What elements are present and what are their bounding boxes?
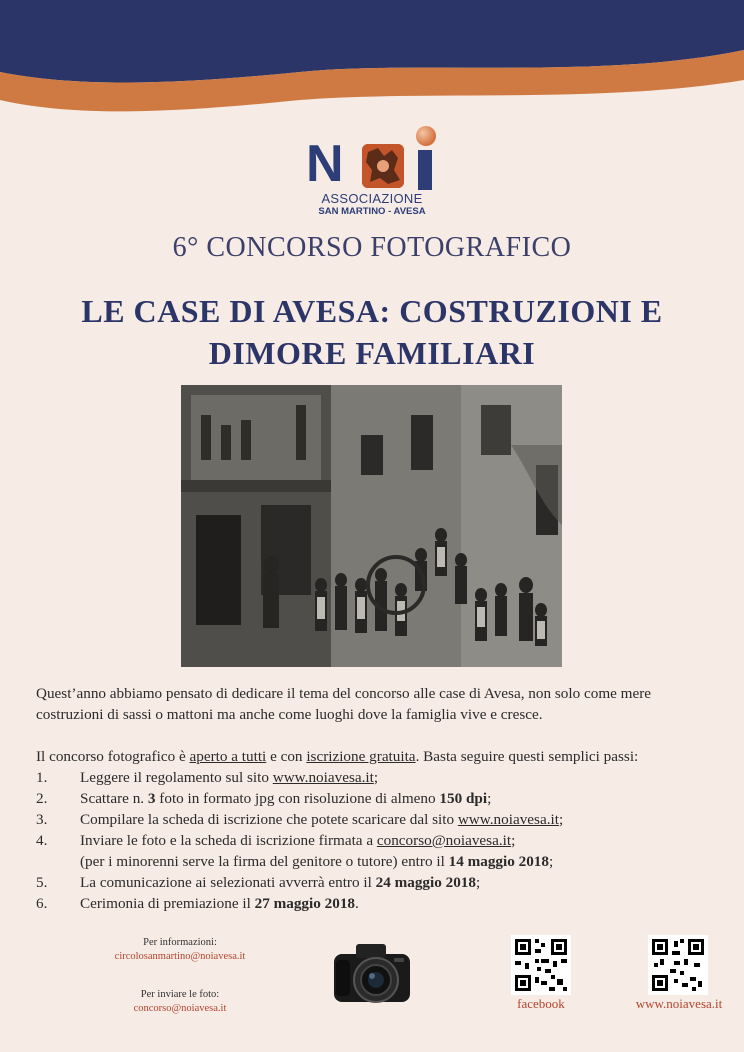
step-item <box>36 767 726 788</box>
step-punct: ; <box>558 811 564 828</box>
selection-date: 24 maggio 2018 <box>375 874 476 891</box>
step-number: 2. <box>36 790 48 807</box>
header-wave-decoration <box>0 0 744 125</box>
step-text: (per i minorenni serve la firma del genitore o tutore) entro il <box>80 853 449 870</box>
steps-list <box>36 767 726 914</box>
step-item <box>36 830 726 872</box>
contest-title <box>40 290 704 374</box>
intro-line-1: Quest’anno abbiamo pensato di dedicare il tema del concorso alle case di Avesa, non solo come mere <box>36 685 652 702</box>
photo-count: 3 <box>147 790 156 807</box>
logo-line1: ASSOCIAZIONE <box>321 191 423 206</box>
intro-line-2: costruzioni di sassi o mattoni ma anche come luoghi dove la famiglia vive e cresce. <box>36 706 543 723</box>
send-label: Per inviare le foto: <box>140 989 220 1000</box>
step-number: 4. <box>36 832 48 849</box>
send-contact <box>80 988 280 1016</box>
step-punct: . <box>355 895 359 912</box>
participation-pre: Il concorso fotografico è <box>36 748 190 765</box>
camera-icon <box>330 938 414 1010</box>
contest-subtitle: 6° CONCORSO FOTOGRAFICO <box>172 232 572 263</box>
step-text: Leggere il regolamento sul sito <box>80 769 273 786</box>
step-text: Inviare le foto e la scheda di iscrizione firmata a <box>80 832 377 849</box>
participation-mid: e con <box>266 748 307 765</box>
step-text: Scattare n. <box>80 790 148 807</box>
step-item <box>36 788 726 809</box>
info-email[interactable]: circolosanmartino@noiavesa.it <box>114 951 246 962</box>
step-item <box>36 872 726 893</box>
association-logo <box>306 124 438 216</box>
logo-line2: SAN MARTINO - AVESA <box>318 206 426 217</box>
participation-line <box>36 746 726 767</box>
step-text: La comunicazione ai selezionati avverrà entro il <box>80 874 376 891</box>
website-qr-code[interactable] <box>648 935 708 995</box>
logo-i-stem <box>418 150 432 190</box>
step-item <box>36 893 726 914</box>
website-link[interactable]: www.noiavesa.it <box>457 811 559 828</box>
announcement-text <box>36 683 726 914</box>
step-punct: ; <box>373 769 379 786</box>
website-caption[interactable]: www.noiavesa.it <box>635 996 723 1011</box>
step-punct: ; <box>549 853 554 870</box>
step-number: 1. <box>36 769 48 786</box>
step-text: Cerimonia di premiazione il <box>80 895 255 912</box>
facebook-qr-code[interactable] <box>511 935 571 995</box>
step-punct: ; <box>487 790 492 807</box>
logo-emblem <box>362 144 404 188</box>
step-text: Compilare la scheda di iscrizione che potete scaricare dal sito <box>80 811 458 828</box>
historic-family-photo <box>181 385 562 667</box>
logo-i-dot <box>416 126 436 146</box>
title-line-2: DIMORE FAMILIARI <box>208 335 536 371</box>
participation-post: . Basta seguire questi semplici passi: <box>415 748 639 765</box>
send-email[interactable]: concorso@noiavesa.it <box>133 1003 227 1014</box>
step-number: 3. <box>36 811 48 828</box>
info-label: Per informazioni: <box>143 937 217 948</box>
step-number: 6. <box>36 895 48 912</box>
website-link[interactable]: www.noiavesa.it <box>272 769 374 786</box>
step-text: foto in formato jpg con risoluzione di almeno <box>155 790 440 807</box>
title-line-1: LE CASE DI AVESA: COSTRUZIONI E <box>81 293 663 329</box>
open-to-all-link: aperto a tutti <box>189 748 267 765</box>
info-contact <box>80 936 280 964</box>
step-item <box>36 809 726 830</box>
email-link[interactable]: concorso@noiavesa.it <box>376 832 512 849</box>
ceremony-date: 27 maggio 2018 <box>254 895 356 912</box>
step-punct: ; <box>476 874 481 891</box>
deadline-date: 14 maggio 2018 <box>448 853 549 870</box>
logo-letters: N <box>306 135 342 193</box>
facebook-caption[interactable]: facebook <box>517 996 565 1011</box>
step-punct: ; <box>511 832 516 849</box>
step-number: 5. <box>36 874 48 891</box>
free-registration-link: iscrizione gratuita <box>306 748 416 765</box>
resolution: 150 dpi <box>439 790 488 807</box>
